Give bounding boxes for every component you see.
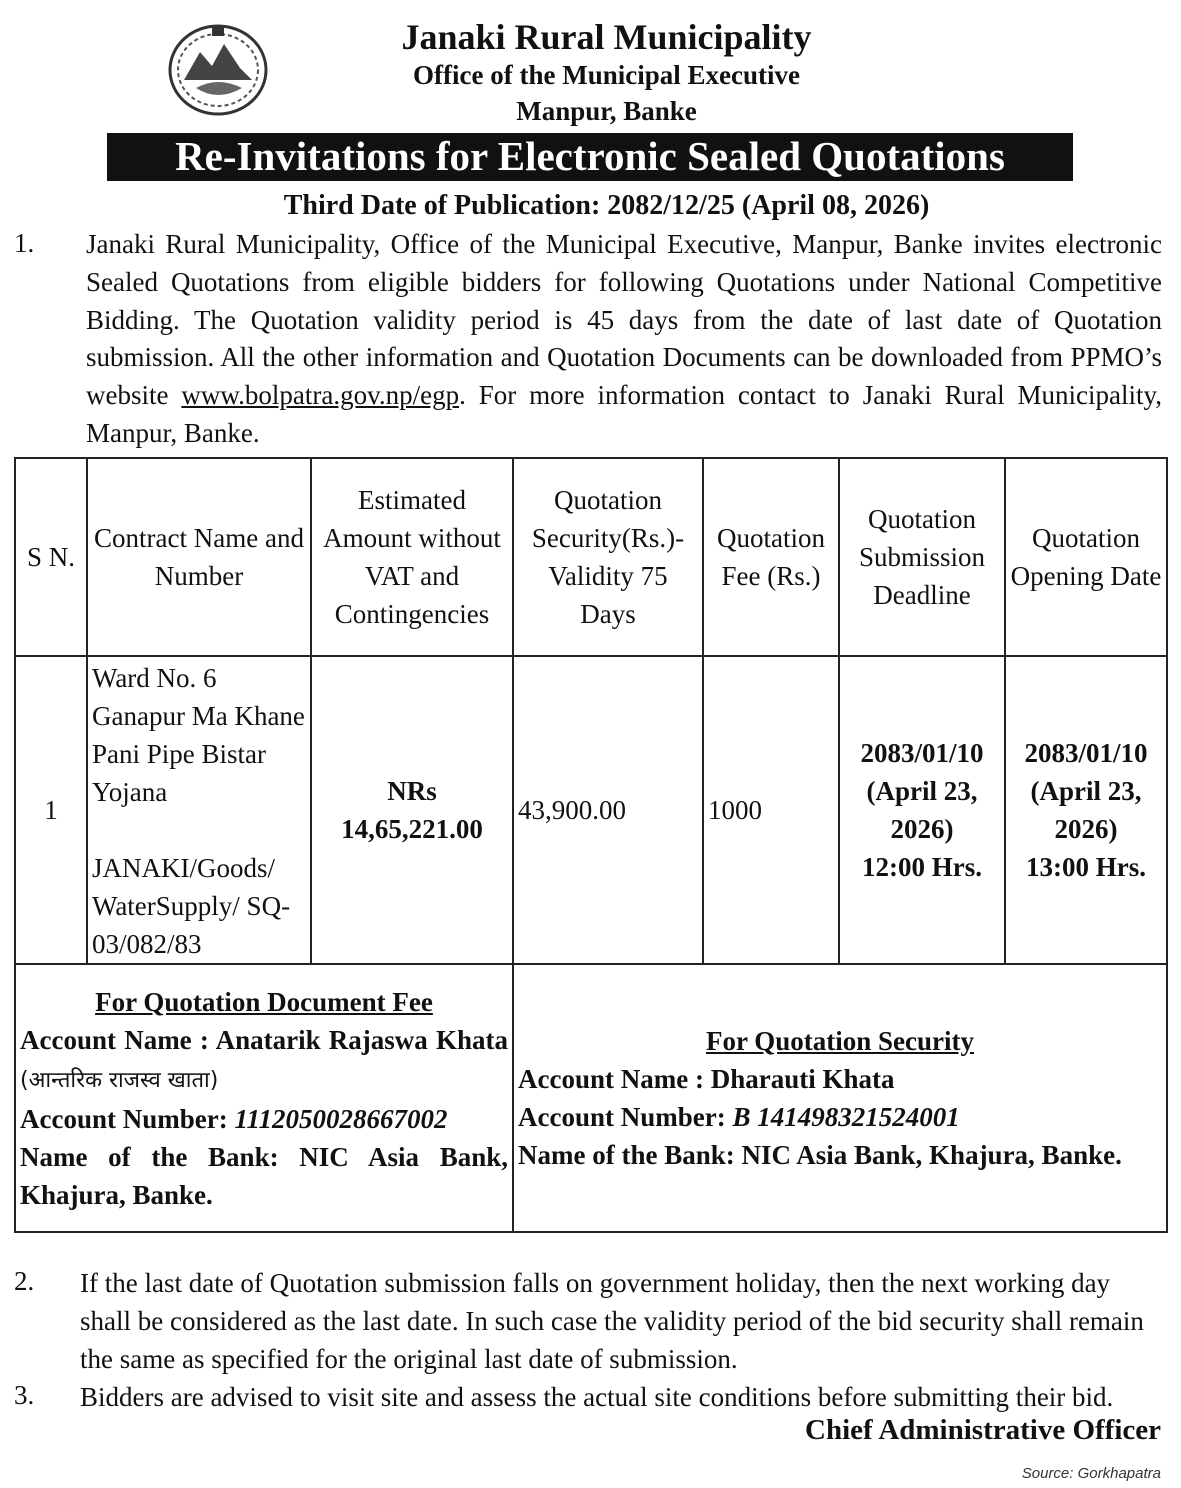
quotation-table: [14, 457, 1168, 1233]
cell-contract-name: [87, 656, 311, 964]
cell-opening: [1005, 656, 1167, 964]
intro-text-2: . For more information contact to Janaki Rural Municipality, Manpur, Banke.: [86, 380, 1162, 448]
note-2-number: 2.: [14, 1266, 35, 1296]
doc-fee-account-number-label: Account Number:: [20, 1103, 235, 1134]
security-bank: Name of the Bank: NIC Asia Bank, Khajura, Banke.: [518, 1140, 1122, 1170]
col-security: Quotation Security(Rs.)-Validity 75 Days: [513, 458, 703, 656]
signature: Chief Administrative Officer: [805, 1414, 1161, 1446]
deadline-time: 12:00 Hrs.: [862, 852, 982, 882]
cell-sn: 1: [15, 656, 87, 964]
doc-fee-account-number-value: 1112050028667002: [234, 1103, 448, 1134]
security-account-number: [518, 1098, 1162, 1136]
doc-fee-account-name-np: (आन्तरिक राजस्व खाता): [20, 1067, 219, 1093]
table-header-row: [15, 458, 1167, 656]
doc-fee-account: [15, 964, 513, 1232]
office-title: Office of the Municipal Executive: [413, 60, 800, 90]
cell-deadline: [839, 656, 1005, 964]
contract-number: JANAKI/Goods/ WaterSupply/ SQ-03/082/83: [92, 853, 291, 959]
doc-fee-account-name: [20, 1021, 508, 1100]
security-account-name: Account Name : Dharauti Khata: [518, 1064, 895, 1094]
col-contract-name: Contract Name and Number: [87, 458, 311, 656]
col-sn: S N.: [15, 458, 87, 656]
col-fee: Quotation Fee (Rs.): [703, 458, 839, 656]
opening-date: 2083/01/10 (April 23, 2026): [1024, 738, 1148, 844]
note-3-text: Bidders are advised to visit site and assess the actual site conditions before submitting their bid.: [80, 1382, 1114, 1412]
security-account-number-value: B 141498321524001: [732, 1102, 960, 1132]
cell-security: 43,900.00: [513, 656, 703, 964]
note-3-number: 3.: [14, 1380, 35, 1410]
contract-title: Ward No. 6 Ganapur Ma Khane Pani Pipe Bistar Yojana: [92, 663, 305, 807]
ppmo-link[interactable]: www.bolpatra.gov.np/egp: [181, 380, 460, 411]
intro-paragraph: [86, 226, 1162, 453]
doc-fee-account-name-value: Anatarik Rajaswa Khata: [215, 1024, 508, 1055]
org-title: Janaki Rural Municipality: [401, 17, 812, 57]
publication-date: Third Date of Publication: 2082/12/25 (April 08, 2026): [283, 190, 930, 221]
notice-banner: Re-Invitations for Electronic Sealed Quotations: [107, 133, 1073, 181]
deadline-date: 2083/01/10 (April 23, 2026): [860, 738, 984, 844]
doc-fee-account-number: [20, 1100, 508, 1138]
location-title: Manpur, Banke: [516, 96, 697, 126]
col-opening: Quotation Opening Date: [1005, 458, 1167, 656]
intro-number: 1.: [14, 228, 35, 258]
cell-fee: 1000: [703, 656, 839, 964]
account-row: [15, 964, 1167, 1232]
col-deadline: Quotation Submission Deadline: [839, 458, 1005, 656]
doc-fee-account-name-label: Account Name :: [20, 1024, 216, 1055]
cell-amount: NRs 14,65,221.00: [311, 656, 513, 964]
security-title: For Quotation Security: [706, 1026, 974, 1056]
col-estimated-amount: Estimated Amount without VAT and Contingencies: [311, 458, 513, 656]
table-row: [15, 656, 1167, 964]
opening-time: 13:00 Hrs.: [1026, 852, 1146, 882]
security-account: [513, 964, 1167, 1232]
security-account-number-label: Account Number:: [518, 1102, 733, 1132]
note-2-text: If the last date of Quotation submission falls on government holiday, then the next working day shall be considered as the last date. In such case the validity period of the bid security shall remain the same as specified for the original last date of submission.: [80, 1268, 1144, 1374]
intro-text-1: Janaki Rural Municipality, Office of the Municipal Executive, Manpur, Banke invites electronic Sealed Quotations from eligible bidders for following Quotations under National Competitive Bidding. The Quotation validity period is 45 days from the date of last date of Quotation submission. All the other information and Quotation Documents can be downloaded from PPMO’s website: [86, 229, 1162, 411]
source-credit: Source: Gorkhapatra: [1021, 1465, 1161, 1482]
doc-fee-title: For Quotation Document Fee: [95, 986, 433, 1017]
doc-fee-bank: Name of the Bank: NIC Asia Bank, Khajura, Banke.: [20, 1141, 508, 1210]
